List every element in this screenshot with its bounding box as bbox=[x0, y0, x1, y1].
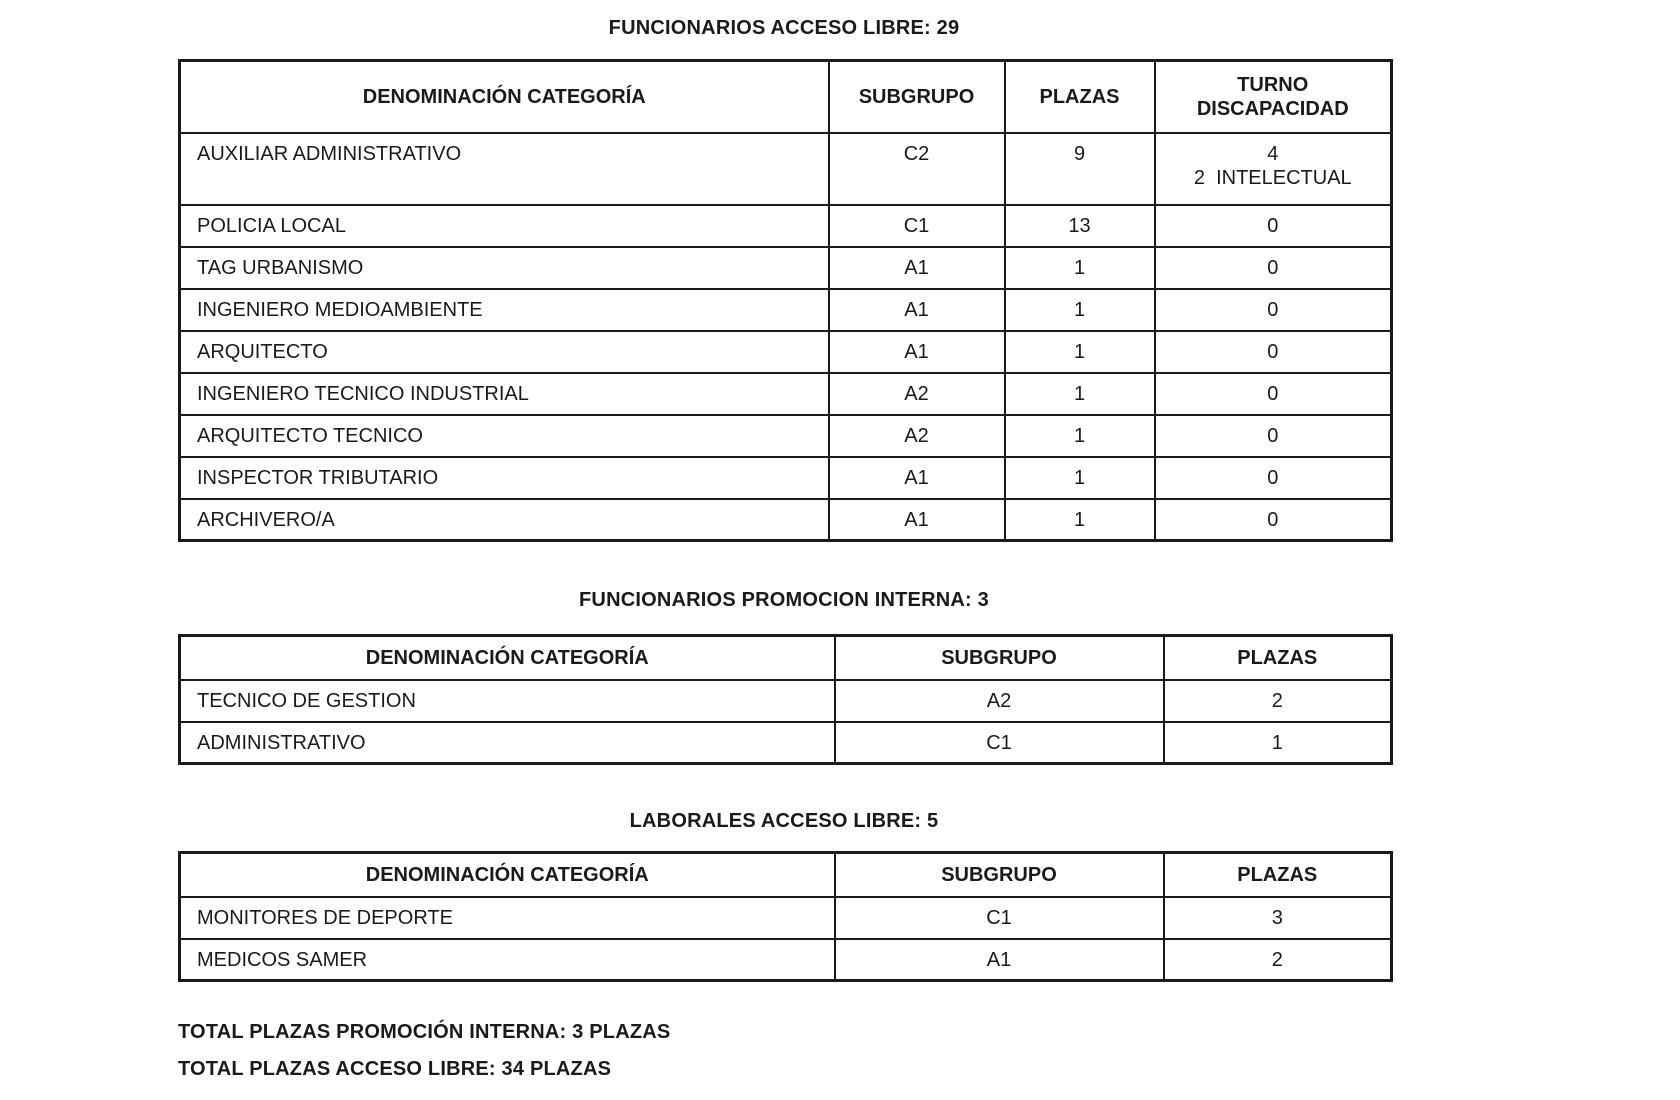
table-header-row bbox=[180, 853, 1392, 897]
section-title-funcionarios-promocion-interna: FUNCIONARIOS PROMOCION INTERNA: 3 bbox=[579, 589, 989, 611]
column-header-denominacion-categoria: DENOMINACIÓN CATEGORÍA bbox=[180, 636, 835, 680]
table-row bbox=[180, 289, 1392, 331]
cell-turno-discapacidad: 0 bbox=[1155, 205, 1392, 247]
cell-categoria: POLICIA LOCAL bbox=[180, 205, 829, 247]
table-row bbox=[180, 722, 1392, 764]
table-row bbox=[180, 680, 1392, 722]
turno-value-line2: 2 INTELECTUAL bbox=[1193, 166, 1352, 189]
cell-turno-discapacidad: 0 bbox=[1155, 247, 1392, 289]
table-funcionarios-acceso-libre bbox=[178, 59, 1393, 542]
cell-turno-discapacidad bbox=[1155, 133, 1392, 205]
table-row bbox=[180, 897, 1392, 939]
table-row bbox=[180, 205, 1392, 247]
total-plazas-promocion-interna: TOTAL PLAZAS PROMOCIÓN INTERNA: 3 PLAZAS bbox=[178, 1021, 671, 1043]
turno-header-line1: TURNO bbox=[1237, 73, 1309, 96]
cell-categoria: ADMINISTRATIVO bbox=[180, 722, 835, 764]
section-title-laborales-acceso-libre: LABORALES ACCESO LIBRE: 5 bbox=[629, 810, 939, 832]
cell-turno-discapacidad: 0 bbox=[1155, 289, 1392, 331]
cell-plazas: 1 bbox=[1005, 289, 1155, 331]
column-header-subgrupo: SUBGRUPO bbox=[835, 853, 1164, 897]
cell-plazas: 1 bbox=[1005, 415, 1155, 457]
cell-plazas: 1 bbox=[1005, 373, 1155, 415]
cell-plazas: 2 bbox=[1164, 939, 1392, 981]
cell-categoria: MONITORES DE DEPORTE bbox=[180, 897, 835, 939]
cell-plazas: 1 bbox=[1005, 499, 1155, 541]
cell-plazas: 1 bbox=[1005, 331, 1155, 373]
cell-categoria: TAG URBANISMO bbox=[180, 247, 829, 289]
column-header-turno-discapacidad bbox=[1155, 61, 1392, 133]
cell-subgrupo: C1 bbox=[835, 722, 1164, 764]
cell-subgrupo: A2 bbox=[835, 680, 1164, 722]
table-row bbox=[180, 247, 1392, 289]
column-header-plazas: PLAZAS bbox=[1164, 636, 1392, 680]
cell-categoria: TECNICO DE GESTION bbox=[180, 680, 835, 722]
cell-plazas: 9 bbox=[1005, 133, 1155, 205]
cell-categoria: AUXILIAR ADMINISTRATIVO bbox=[180, 133, 829, 205]
cell-subgrupo: A2 bbox=[829, 373, 1005, 415]
cell-plazas: 1 bbox=[1005, 247, 1155, 289]
cell-categoria: INSPECTOR TRIBUTARIO bbox=[180, 457, 829, 499]
cell-subgrupo: A1 bbox=[835, 939, 1164, 981]
table-laborales-acceso-libre bbox=[178, 851, 1393, 982]
cell-subgrupo: A2 bbox=[829, 415, 1005, 457]
turno-value-line1: 4 bbox=[1267, 142, 1279, 165]
table-header-row bbox=[180, 61, 1392, 133]
column-header-plazas: PLAZAS bbox=[1164, 853, 1392, 897]
cell-plazas: 3 bbox=[1164, 897, 1392, 939]
section-title-funcionarios-acceso-libre: FUNCIONARIOS ACCESO LIBRE: 29 bbox=[608, 17, 960, 39]
turno-header-line2: DISCAPACIDAD bbox=[1196, 97, 1349, 120]
cell-turno-discapacidad: 0 bbox=[1155, 499, 1392, 541]
total-plazas-acceso-libre: TOTAL PLAZAS ACCESO LIBRE: 34 PLAZAS bbox=[178, 1058, 612, 1080]
document-page bbox=[178, 0, 1390, 1081]
cell-categoria: ARQUITECTO bbox=[180, 331, 829, 373]
cell-categoria: ARCHIVERO/A bbox=[180, 499, 829, 541]
cell-plazas: 1 bbox=[1005, 457, 1155, 499]
cell-plazas: 13 bbox=[1005, 205, 1155, 247]
table-row bbox=[180, 133, 1392, 205]
cell-plazas: 1 bbox=[1164, 722, 1392, 764]
cell-turno-discapacidad: 0 bbox=[1155, 415, 1392, 457]
cell-subgrupo: A1 bbox=[829, 331, 1005, 373]
table-funcionarios-promocion-interna bbox=[178, 634, 1393, 765]
cell-subgrupo: A1 bbox=[829, 457, 1005, 499]
cell-plazas: 2 bbox=[1164, 680, 1392, 722]
cell-turno-discapacidad: 0 bbox=[1155, 373, 1392, 415]
column-header-subgrupo: SUBGRUPO bbox=[835, 636, 1164, 680]
table-row bbox=[180, 939, 1392, 981]
column-header-subgrupo: SUBGRUPO bbox=[829, 61, 1005, 133]
cell-turno-discapacidad: 0 bbox=[1155, 331, 1392, 373]
cell-subgrupo: C2 bbox=[829, 133, 1005, 205]
column-header-plazas: PLAZAS bbox=[1005, 61, 1155, 133]
cell-categoria: INGENIERO TECNICO INDUSTRIAL bbox=[180, 373, 829, 415]
cell-categoria: ARQUITECTO TECNICO bbox=[180, 415, 829, 457]
column-header-denominacion-categoria: DENOMINACIÓN CATEGORÍA bbox=[180, 853, 835, 897]
cell-subgrupo: C1 bbox=[829, 205, 1005, 247]
cell-categoria: INGENIERO MEDIOAMBIENTE bbox=[180, 289, 829, 331]
cell-subgrupo: A1 bbox=[829, 499, 1005, 541]
table-row bbox=[180, 499, 1392, 541]
table-row bbox=[180, 331, 1392, 373]
cell-categoria: MEDICOS SAMER bbox=[180, 939, 835, 981]
table-row bbox=[180, 415, 1392, 457]
cell-subgrupo: A1 bbox=[829, 289, 1005, 331]
cell-turno-discapacidad: 0 bbox=[1155, 457, 1392, 499]
cell-subgrupo: A1 bbox=[829, 247, 1005, 289]
column-header-denominacion-categoria: DENOMINACIÓN CATEGORÍA bbox=[180, 61, 829, 133]
table-row bbox=[180, 373, 1392, 415]
table-row bbox=[180, 457, 1392, 499]
cell-subgrupo: C1 bbox=[835, 897, 1164, 939]
table-header-row bbox=[180, 636, 1392, 680]
